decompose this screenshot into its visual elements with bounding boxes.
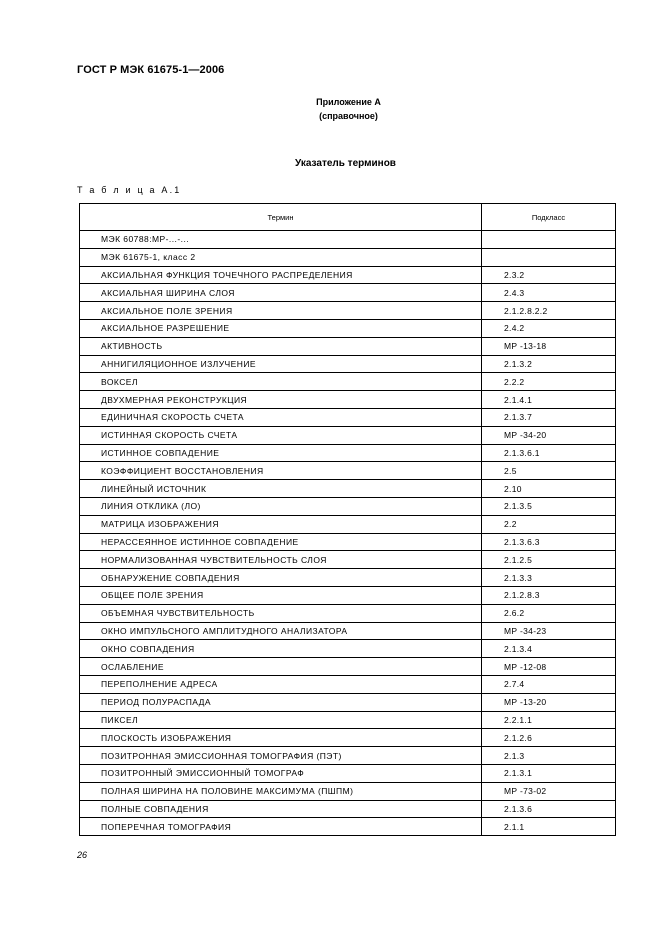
subclause-cell: 2.1.2.8.2.2 [482,302,616,320]
term-cell: АКСИАЛЬНОЕ ПОЛЕ ЗРЕНИЯ [80,302,482,320]
table-caption: Т а б л и ц а А.1 [77,185,182,195]
subclause-cell [482,248,616,266]
appendix-title: Приложение А [316,97,381,107]
subclause-cell: 2.1.3.3 [482,569,616,587]
term-cell: ОКНО СОВПАДЕНИЯ [80,640,482,658]
subclause-cell: 2.2.2 [482,373,616,391]
subclause-cell: 2.1.3.7 [482,408,616,426]
column-header-subclause: Подкласс [482,204,616,231]
table-row [80,444,616,462]
subclause-cell: 2.1.3 [482,747,616,765]
term-cell: ПЕРИОД ПОЛУРАСПАДА [80,693,482,711]
term-cell: ОСЛАБЛЕНИЕ [80,658,482,676]
page-number: 26 [77,850,88,860]
table-row [80,515,616,533]
table-row [80,729,616,747]
subclause-cell: МР -34-23 [482,622,616,640]
table-row [80,640,616,658]
term-cell: ЛИНИЯ ОТКЛИКА (ЛО) [80,497,482,515]
term-cell: АКСИАЛЬНАЯ ФУНКЦИЯ ТОЧЕЧНОГО РАСПРЕДЕЛЕНИЯ [80,266,482,284]
table-row [80,462,616,480]
subclause-cell: 2.1.3.6 [482,800,616,818]
subclause-cell: 2.1.4.1 [482,391,616,409]
subclause-cell: МР -12-08 [482,658,616,676]
table-header-row [80,204,616,231]
table-row [80,248,616,266]
term-cell: АКТИВНОСТЬ [80,337,482,355]
term-cell: ОКНО ИМПУЛЬСНОГО АМПЛИТУДНОГО АНАЛИЗАТОРА [80,622,482,640]
table-row [80,658,616,676]
subclause-cell: 2.1.3.5 [482,497,616,515]
term-cell: ИСТИННОЕ СОВПАДЕНИЕ [80,444,482,462]
term-cell: ПОЛНАЯ ШИРИНА НА ПОЛОВИНЕ МАКСИМУМА (ПШПМ) [80,782,482,800]
term-cell: ОБЪЕМНАЯ ЧУВСТВИТЕЛЬНОСТЬ [80,604,482,622]
term-cell: ПОПЕРЕЧНАЯ ТОМОГРАФИЯ [80,818,482,836]
table-row [80,533,616,551]
term-cell: АКСИАЛЬНАЯ ШИРИНА СЛОЯ [80,284,482,302]
subclause-cell: 2.1.2.6 [482,729,616,747]
subclause-cell: МР -73-02 [482,782,616,800]
term-cell: ПИКСЕЛ [80,711,482,729]
term-cell: ПЛОСКОСТЬ ИЗОБРАЖЕНИЯ [80,729,482,747]
subclause-cell: 2.3.2 [482,266,616,284]
appendix-heading [0,95,661,123]
table-row [80,764,616,782]
term-cell: МЭК 61675-1, класс 2 [80,248,482,266]
term-cell: ПОЗИТРОННЫЙ ЭМИССИОННЫЙ ТОМОГРАФ [80,764,482,782]
subclause-cell: 2.1.3.6.3 [482,533,616,551]
subclause-cell: 2.5 [482,462,616,480]
term-cell: ПОЛНЫЕ СОВПАДЕНИЯ [80,800,482,818]
table-row [80,337,616,355]
table-row [80,231,616,249]
term-cell: ВОКСЕЛ [80,373,482,391]
term-cell: ЕДИНИЧНАЯ СКОРОСТЬ СЧЕТА [80,408,482,426]
table-row [80,622,616,640]
table-row [80,551,616,569]
table-row [80,604,616,622]
subclause-cell: 2.1.1 [482,818,616,836]
table-row [80,569,616,587]
subclause-cell: 2.2.1.1 [482,711,616,729]
section-title: Указатель терминов [295,158,396,169]
subclause-cell: 2.7.4 [482,675,616,693]
table-row [80,373,616,391]
table-row [80,266,616,284]
table-row [80,480,616,498]
table-row [80,426,616,444]
subclause-cell: 2.4.2 [482,319,616,337]
subclause-cell: 2.4.3 [482,284,616,302]
table-row [80,319,616,337]
table-row [80,675,616,693]
subclause-cell: 2.2 [482,515,616,533]
term-cell: ЛИНЕЙНЫЙ ИСТОЧНИК [80,480,482,498]
term-cell: НОРМАЛИЗОВАННАЯ ЧУВСТВИТЕЛЬНОСТЬ СЛОЯ [80,551,482,569]
table-row [80,782,616,800]
terms-table-body [80,231,616,836]
term-cell: МАТРИЦА ИЗОБРАЖЕНИЯ [80,515,482,533]
terms-table [79,203,616,836]
subclause-cell: 2.1.3.1 [482,764,616,782]
table-row [80,586,616,604]
subclause-cell: МР -13-18 [482,337,616,355]
table-row [80,302,616,320]
term-cell: МЭК 60788:МР-...-... [80,231,482,249]
table-row [80,747,616,765]
table-row [80,800,616,818]
appendix-note: (справочное) [319,111,378,121]
term-cell: АННИГИЛЯЦИОННОЕ ИЗЛУЧЕНИЕ [80,355,482,373]
subclause-cell: 2.1.3.6.1 [482,444,616,462]
table-row [80,284,616,302]
subclause-cell: 2.1.2.5 [482,551,616,569]
table-row [80,711,616,729]
term-cell: ОБЩЕЕ ПОЛЕ ЗРЕНИЯ [80,586,482,604]
column-header-term: Термин [80,204,482,231]
term-cell: АКСИАЛЬНОЕ РАЗРЕШЕНИЕ [80,319,482,337]
table-row [80,818,616,836]
subclause-cell: 2.1.3.4 [482,640,616,658]
subclause-cell: МР -13-20 [482,693,616,711]
subclause-cell: 2.1.3.2 [482,355,616,373]
term-cell: ИСТИННАЯ СКОРОСТЬ СЧЕТА [80,426,482,444]
term-cell: ПОЗИТРОННАЯ ЭМИССИОННАЯ ТОМОГРАФИЯ (ПЭТ) [80,747,482,765]
term-cell: КОЭФФИЦИЕНТ ВОССТАНОВЛЕНИЯ [80,462,482,480]
subclause-cell: 2.6.2 [482,604,616,622]
term-cell: ОБНАРУЖЕНИЕ СОВПАДЕНИЯ [80,569,482,587]
table-row [80,391,616,409]
subclause-cell [482,231,616,249]
subclause-cell: 2.1.2.8.3 [482,586,616,604]
subclause-cell: 2.10 [482,480,616,498]
table-row [80,355,616,373]
term-cell: ПЕРЕПОЛНЕНИЕ АДРЕСА [80,675,482,693]
document-header: ГОСТ Р МЭК 61675-1—2006 [77,64,225,76]
table-row [80,693,616,711]
subclause-cell: МР -34-20 [482,426,616,444]
table-row [80,497,616,515]
table-row [80,408,616,426]
term-cell: НЕРАССЕЯННОЕ ИСТИННОЕ СОВПАДЕНИЕ [80,533,482,551]
term-cell: ДВУХМЕРНАЯ РЕКОНСТРУКЦИЯ [80,391,482,409]
